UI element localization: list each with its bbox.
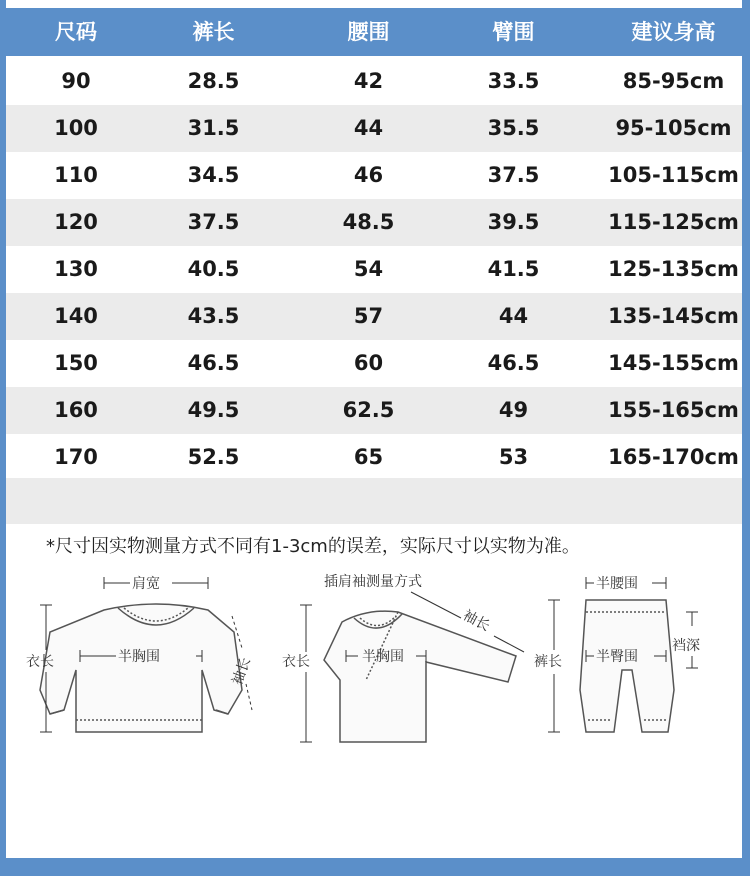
table-row xyxy=(6,199,742,246)
cell-size: 130 xyxy=(54,257,98,281)
cell-size: 100 xyxy=(54,116,98,140)
label-body-length: 衣长 xyxy=(26,654,54,670)
cell-size: 140 xyxy=(54,304,98,328)
label-sleeve-length: 袖长 xyxy=(229,655,255,688)
cell-pants-length: 28.5 xyxy=(187,69,240,93)
cell-size: 160 xyxy=(54,398,98,422)
cell-height: 115-125cm xyxy=(608,210,739,234)
cell-waist: 62.5 xyxy=(342,398,395,422)
table-row xyxy=(6,105,742,152)
cell-height: 135-145cm xyxy=(608,304,739,328)
label-raglan-title: 插肩袖测量方式 xyxy=(324,574,422,590)
cell-size: 150 xyxy=(54,351,98,375)
table-row xyxy=(6,340,742,387)
header-pants-length: 裤长 xyxy=(192,20,235,44)
label-half-waist: 半腰围 xyxy=(596,576,638,592)
header-height: 建议身高 xyxy=(631,20,716,44)
cell-height: 155-165cm xyxy=(608,398,739,422)
cell-size: 110 xyxy=(54,163,98,187)
cell-pants-length: 46.5 xyxy=(187,351,240,375)
label-raglan-sleeve: 袖长 xyxy=(460,607,493,635)
cell-arm: 33.5 xyxy=(487,69,540,93)
size-chart-card xyxy=(6,0,742,858)
label-pants-length: 裤长 xyxy=(534,654,562,670)
cell-pants-length: 37.5 xyxy=(187,210,240,234)
table-row xyxy=(6,152,742,199)
cell-height: 85-95cm xyxy=(622,69,725,93)
table-row xyxy=(6,434,742,481)
header-size: 尺码 xyxy=(55,20,97,44)
cell-height: 145-155cm xyxy=(608,351,739,375)
cell-waist: 60 xyxy=(353,351,384,375)
label-rise: 裆深 xyxy=(672,638,700,654)
cell-arm: 35.5 xyxy=(487,116,540,140)
table-row xyxy=(6,293,742,340)
cell-pants-length: 40.5 xyxy=(187,257,240,281)
header-waist: 腰围 xyxy=(347,20,390,44)
label-half-thigh: 半臀围 xyxy=(596,649,638,665)
cell-height: 165-170cm xyxy=(608,445,739,469)
cell-waist: 57 xyxy=(353,304,384,328)
table-header xyxy=(6,8,742,56)
cell-arm: 46.5 xyxy=(487,351,540,375)
sweater-illustration xyxy=(40,604,242,732)
label-raglan-chest: 半胸围 xyxy=(362,649,404,665)
cell-arm: 53 xyxy=(498,445,529,469)
cell-waist: 54 xyxy=(353,257,384,281)
cell-waist: 48.5 xyxy=(342,210,395,234)
cell-arm: 49 xyxy=(498,398,529,422)
cell-waist: 42 xyxy=(353,69,384,93)
cell-height: 105-115cm xyxy=(608,163,739,187)
cell-waist: 46 xyxy=(353,163,384,187)
header-arm: 臂围 xyxy=(492,20,535,44)
cell-arm: 41.5 xyxy=(487,257,540,281)
label-raglan-length: 衣长 xyxy=(282,654,310,670)
cell-arm: 44 xyxy=(498,304,529,328)
cell-pants-length: 43.5 xyxy=(187,304,240,328)
cell-pants-length: 52.5 xyxy=(187,445,240,469)
measurement-diagrams xyxy=(6,560,742,760)
cell-height: 95-105cm xyxy=(615,116,732,140)
cell-pants-length: 49.5 xyxy=(187,398,240,422)
measurement-note: *尺寸因实物测量方式不同有1-3cm的误差，实际尺寸以实物为准。 xyxy=(46,536,580,557)
pants-illustration xyxy=(580,600,674,732)
raglan-illustration xyxy=(324,611,516,742)
cell-size: 90 xyxy=(61,69,91,93)
cell-pants-length: 31.5 xyxy=(187,116,240,140)
cell-height: 125-135cm xyxy=(608,257,739,281)
cell-size: 170 xyxy=(54,445,98,469)
cell-waist: 65 xyxy=(353,445,384,469)
bottom-bar xyxy=(0,858,750,876)
empty-row-band xyxy=(6,478,742,524)
cell-size: 120 xyxy=(54,210,98,234)
cell-arm: 37.5 xyxy=(487,163,540,187)
cell-waist: 44 xyxy=(353,116,384,140)
label-shoulder: 肩宽 xyxy=(132,576,160,592)
label-half-chest: 半胸围 xyxy=(118,649,160,665)
table-row xyxy=(6,246,742,293)
table-row xyxy=(6,58,742,105)
cell-pants-length: 34.5 xyxy=(187,163,240,187)
cell-arm: 39.5 xyxy=(487,210,540,234)
table-row xyxy=(6,387,742,434)
